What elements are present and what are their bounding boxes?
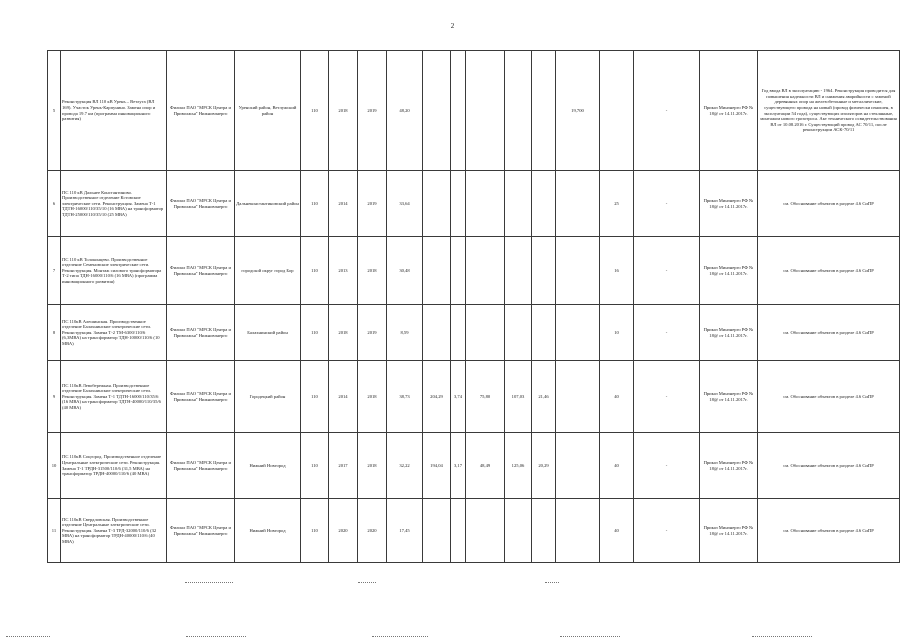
table-row — [48, 305, 900, 361]
start-year: 2018 — [329, 305, 358, 361]
footer-dotted-line — [752, 636, 812, 637]
capacity-mva — [600, 51, 634, 171]
cost-value: 8,59 — [387, 305, 423, 361]
voltage-kv: 110 — [301, 51, 329, 171]
col-13-value: 20,29 — [532, 433, 556, 499]
approval-order: Приказ Минэнерго РФ № 18@ от 14.11.2017г. — [700, 305, 758, 361]
row-number: 7 — [48, 237, 61, 305]
col-16-value: - — [634, 305, 700, 361]
justification-note: см. Обоснование объектов в разделе 4.6 СиПР — [758, 305, 900, 361]
approval-order: Приказ Минэнерго РФ № 18@ от 14.11.2017г. — [700, 51, 758, 171]
justification-note: см. Обоснование объектов в разделе 4.6 СиПР — [758, 171, 900, 237]
voltage-kv: 110 — [301, 171, 329, 237]
col-12-value — [505, 305, 532, 361]
cost-value: 48,20 — [387, 51, 423, 171]
approval-order: Приказ Минэнерго РФ № 18@ от 14.11.2017г. — [700, 499, 758, 563]
col-10-value — [451, 237, 466, 305]
location: Нижний Новгород — [235, 499, 301, 563]
end-year: 2019 — [358, 305, 387, 361]
approval-order: Приказ Минэнерго РФ № 18@ от 14.11.2017г. — [700, 361, 758, 433]
footer-dotted-line — [358, 582, 376, 583]
col-12-value: 107,03 — [505, 361, 532, 433]
voltage-kv: 110 — [301, 237, 329, 305]
location: городской округ город Бор — [235, 237, 301, 305]
start-year: 2017 — [329, 433, 358, 499]
col-13-value — [532, 171, 556, 237]
approval-order: Приказ Минэнерго РФ № 18@ от 14.11.2017г. — [700, 171, 758, 237]
col-11-value: 48,49 — [466, 433, 505, 499]
voltage-kv: 110 — [301, 305, 329, 361]
line-length-km — [556, 433, 600, 499]
col-10-value: 3,74 — [451, 361, 466, 433]
row-number: 6 — [48, 171, 61, 237]
cost-value: 32,22 — [387, 433, 423, 499]
voltage-kv: 110 — [301, 433, 329, 499]
organization: Филиал ПАО "МРСК Центра и Приволжья" Нижновэнерго — [167, 305, 235, 361]
cost-value: 30,48 — [387, 237, 423, 305]
col-10-value — [451, 499, 466, 563]
location: Дальнеконстантиновский район — [235, 171, 301, 237]
col-16-value: - — [634, 361, 700, 433]
end-year: 2018 — [358, 361, 387, 433]
col-9-value: 204,29 — [423, 361, 451, 433]
object-name: Реконструкция ВЛ 110 кВ Урень – Ветлуга (ВЛ 169). Участок Урень-Карпунино. Замена опор и провода 19.7 км (программа инновационного развития) — [61, 51, 167, 171]
col-9-value — [423, 237, 451, 305]
line-length-km — [556, 499, 600, 563]
object-name: ПС 110кВ Соцгород. Производственное отделение Центральные электрические сети. Реконструкция. Замена Т-1 ТРДН-31500/110/6 (31,5 МВА) на трансформатор ТРДН-40000/110/6 (40 МВА) — [61, 433, 167, 499]
object-name: ПС 110 кВ Дальнее Константиново. Производственное отделение Кстовские электрические сети. Реконструкция. Замена Т-1 ТДТН-16000/110/35/10 (16 МВА) на трансформатор ТДТН-25000/110/35/10 (25 МВА) — [61, 171, 167, 237]
voltage-kv: 110 — [301, 499, 329, 563]
capacity-mva: 40 — [600, 433, 634, 499]
organization: Филиал ПАО "МРСК Центра и Приволжья" Нижновэнерго — [167, 171, 235, 237]
col-12-value — [505, 51, 532, 171]
organization: Филиал ПАО "МРСК Центра и Приволжья" Нижновэнерго — [167, 237, 235, 305]
end-year: 2019 — [358, 51, 387, 171]
col-13-value — [532, 237, 556, 305]
line-length-km — [556, 237, 600, 305]
start-year: 2020 — [329, 499, 358, 563]
row-number: 11 — [48, 499, 61, 563]
col-16-value: - — [634, 237, 700, 305]
table-row — [48, 361, 900, 433]
end-year: 2019 — [358, 171, 387, 237]
col-9-value — [423, 499, 451, 563]
approval-order: Приказ Минэнерго РФ № 18@ от 14.11.2017г. — [700, 433, 758, 499]
row-number: 5 — [48, 51, 61, 171]
start-year: 2018 — [329, 51, 358, 171]
col-13-value — [532, 305, 556, 361]
justification-note: см. Обоснование объектов в разделе 4.6 СиПР — [758, 499, 900, 563]
organization: Филиал ПАО "МРСК Центра и Приволжья" Нижновэнерго — [167, 499, 235, 563]
col-9-value — [423, 51, 451, 171]
location: Уренский район, Ветлужский район — [235, 51, 301, 171]
capacity-mva: 40 — [600, 361, 634, 433]
table-row — [48, 237, 900, 305]
col-9-value — [423, 305, 451, 361]
col-12-value — [505, 171, 532, 237]
capacity-mva: 16 — [600, 237, 634, 305]
col-16-value: - — [634, 499, 700, 563]
col-13-value: 21,46 — [532, 361, 556, 433]
line-length-km — [556, 305, 600, 361]
col-11-value — [466, 499, 505, 563]
col-10-value — [451, 171, 466, 237]
capacity-mva: 40 — [600, 499, 634, 563]
justification-note: см. Обоснование объектов в разделе 4.6 СиПР — [758, 433, 900, 499]
footer-dotted-line — [186, 636, 246, 637]
col-11-value — [466, 171, 505, 237]
cost-value: 38,73 — [387, 361, 423, 433]
col-16-value: - — [634, 171, 700, 237]
object-name: ПС 110кВ Левобережная. Производственное отделение Балахнинские электрические сети. Реконструкция. Замена Т-1 ТДТН-16000/110/35/6 (16 МВА) на трансформатор ТДТН-40000/110/35/6 (40 МВА) — [61, 361, 167, 433]
col-13-value — [532, 51, 556, 171]
location: Нижний Новгород — [235, 433, 301, 499]
start-year: 2013 — [329, 237, 358, 305]
cost-value: 33,64 — [387, 171, 423, 237]
organization: Филиал ПАО "МРСК Центра и Приволжья" Нижновэнерго — [167, 51, 235, 171]
start-year: 2014 — [329, 171, 358, 237]
justification-note: см. Обоснование объектов в разделе 4.6 СиПР — [758, 237, 900, 305]
col-9-value — [423, 171, 451, 237]
object-name: ПС 110кВ Свердловская. Производственное отделение Центральные электрические сети. Реконструкция. Замена Т-3 ТРД-32000/110/6 (32 МВА) на трансформатор ТРДН-40000/110/6 (40 МВА) — [61, 499, 167, 563]
table-row — [48, 499, 900, 563]
col-10-value — [451, 305, 466, 361]
cost-value: 17,45 — [387, 499, 423, 563]
col-12-value — [505, 237, 532, 305]
footer-dotted-line — [185, 582, 233, 583]
col-10-value: 3,17 — [451, 433, 466, 499]
line-length-km — [556, 171, 600, 237]
col-11-value: 75,80 — [466, 361, 505, 433]
organization: Филиал ПАО "МРСК Центра и Приволжья" Нижновэнерго — [167, 361, 235, 433]
voltage-kv: 110 — [301, 361, 329, 433]
investment-program-table — [47, 50, 900, 563]
object-name: ПС 110 кВ Толоконцево. Производственное отделение Семеновские электрические сети. Реконструкция. Монтаж силового трансформатора Т-2 типа ТДН-16000/110/6 (16 МВА) (программа инновационного развития) — [61, 237, 167, 305]
line-length-km: 19,700 — [556, 51, 600, 171]
footer-dotted-line — [6, 636, 50, 637]
footer-dotted-line — [372, 636, 428, 637]
col-13-value — [532, 499, 556, 563]
row-number: 9 — [48, 361, 61, 433]
col-16-value: - — [634, 51, 700, 171]
organization: Филиал ПАО "МРСК Центра и Приволжья" Нижновэнерго — [167, 433, 235, 499]
row-number: 8 — [48, 305, 61, 361]
row-number: 10 — [48, 433, 61, 499]
capacity-mva: 25 — [600, 171, 634, 237]
col-12-value — [505, 499, 532, 563]
col-11-value — [466, 237, 505, 305]
col-11-value — [466, 51, 505, 171]
approval-order: Приказ Минэнерго РФ № 18@ от 14.11.2017г. — [700, 237, 758, 305]
col-10-value — [451, 51, 466, 171]
location: Балахнинский район — [235, 305, 301, 361]
table-row — [48, 171, 900, 237]
footer-dotted-line — [560, 636, 620, 637]
line-length-km — [556, 361, 600, 433]
page-number: 2 — [450, 22, 455, 30]
col-12-value: 125,06 — [505, 433, 532, 499]
capacity-mva: 10 — [600, 305, 634, 361]
end-year: 2018 — [358, 237, 387, 305]
col-11-value — [466, 305, 505, 361]
object-name: ПС 110кВ Алешинская. Производственное отделение Балахнинские электрические сети. Реконструкция. Замена Т-2 ТМ-6300/110/6 (6,3МВА) на трансформатор ТДН-10000/110/6 (10 МВА) — [61, 305, 167, 361]
footer-dotted-line — [545, 582, 559, 583]
col-16-value: - — [634, 433, 700, 499]
end-year: 2020 — [358, 499, 387, 563]
justification-note: Год ввода ВЛ в эксплуатацию - 1964. Реконструкция проводится для повышения надежности ВЛ и снижения аварийности с заменой деревянных опор на железобетонные и металлические, существующего провода на новый (провод физически изношен, в эксплуатации 54 года), существующих изоляторов на стеклянные, монтажом нового грозотроса. Акт технического освидетельствования ВЛ от 10.08.2016 г. Существующий провод АС 70/11, после реконструкции АСК-70/11 — [758, 51, 900, 171]
justification-note: см. Обоснование объектов в разделе 4.6 СиПР — [758, 361, 900, 433]
table-row — [48, 433, 900, 499]
table-row — [48, 51, 900, 171]
start-year: 2014 — [329, 361, 358, 433]
location: Городецкий район — [235, 361, 301, 433]
end-year: 2018 — [358, 433, 387, 499]
col-9-value: 194,04 — [423, 433, 451, 499]
